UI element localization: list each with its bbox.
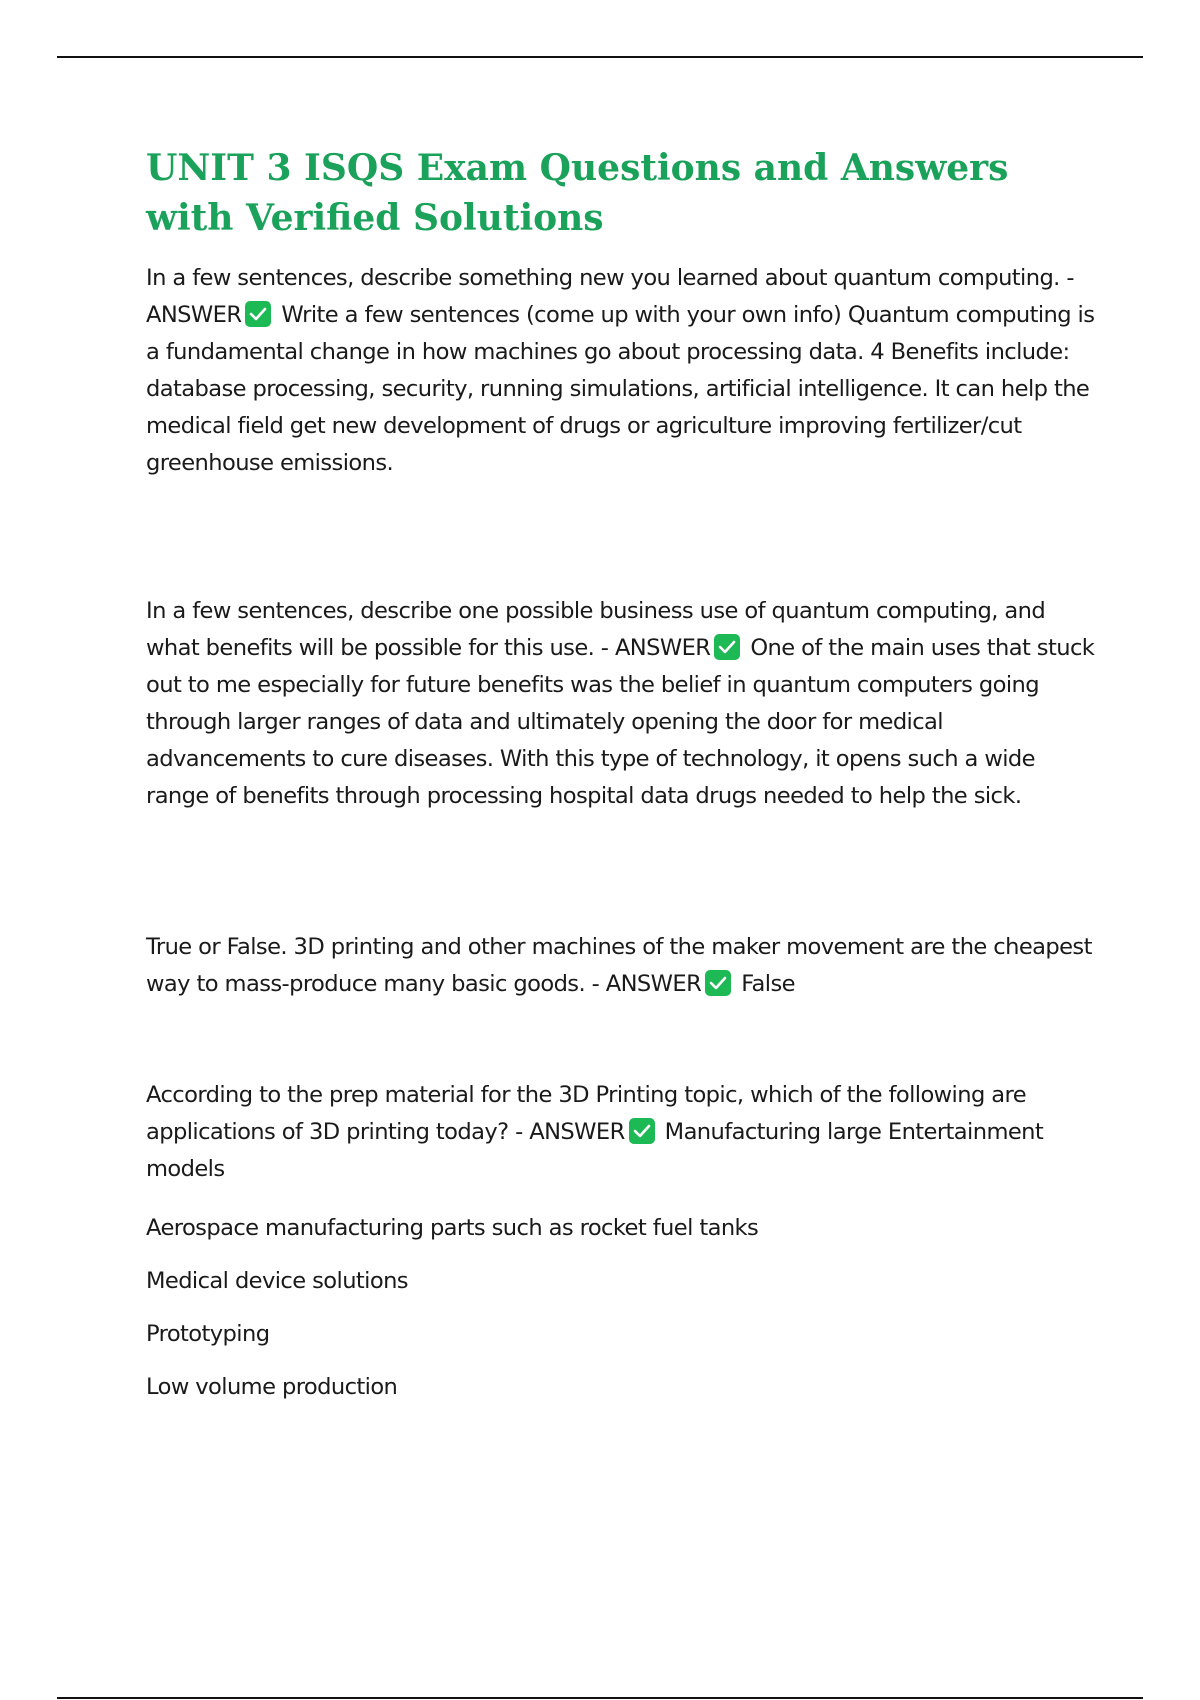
list-item: Aerospace manufacturing parts such as rocket fuel tanks — [146, 1215, 759, 1241]
qa-item — [146, 593, 1096, 815]
qa-paragraph — [146, 260, 1096, 482]
check-box-icon — [629, 1118, 655, 1144]
list-item: Low volume production — [146, 1374, 398, 1400]
check-box-icon — [245, 301, 271, 327]
question-text: According to the prep material for the 3D Printing topic, which of the following are applications of 3D printing today? - ANSWER — [146, 1082, 1027, 1145]
answer-text: Write a few sentences (come up with your own info) Quantum computing is a fundamental change in how machines go about processing data. 4 Benefits include: database processing, security, running simulations, artificial intelligence. It can help the medical field get new development of drugs or agriculture improving fertilizer/cut greenhouse emissions. — [146, 302, 1095, 476]
qa-paragraph — [146, 593, 1096, 815]
qa-item — [146, 929, 1096, 1003]
question-text: True or False. 3D printing and other machines of the maker movement are the cheapest way to mass-produce many basic goods. - ANSWER — [146, 934, 1092, 997]
question-text: In a few sentences, describe something new you learned about quantum computing. - ANSWER — [146, 265, 1074, 328]
qa-item — [146, 260, 1096, 482]
question-text: In a few sentences, describe one possible business use of quantum computing, and what benefits will be possible for this use. - ANSWER — [146, 598, 1046, 661]
page-title: UNIT 3 ISQS Exam Questions and Answers with Verified Solutions — [146, 147, 1009, 239]
answer-text: One of the main uses that stuck out to me especially for future benefits was the belief in quantum computers going through larger ranges of data and ultimately opening the door for medical advancements to cure diseases. With this type of technology, it opens such a wide range of benefits through processing hospital data drugs needed to help the sick. — [146, 635, 1095, 809]
qa-paragraph — [146, 1077, 1096, 1188]
check-box-icon — [705, 970, 731, 996]
qa-item — [146, 1077, 1096, 1188]
qa-paragraph — [146, 929, 1096, 1003]
top-rule — [57, 56, 1143, 58]
list-item: Prototyping — [146, 1321, 270, 1347]
bottom-rule — [57, 1697, 1143, 1699]
answer-text: Manufacturing large Entertainment models — [146, 1119, 1044, 1182]
check-box-icon — [714, 634, 740, 660]
answer-list — [146, 1210, 1096, 1422]
list-item: Medical device solutions — [146, 1268, 408, 1294]
answer-text: False — [741, 971, 795, 997]
